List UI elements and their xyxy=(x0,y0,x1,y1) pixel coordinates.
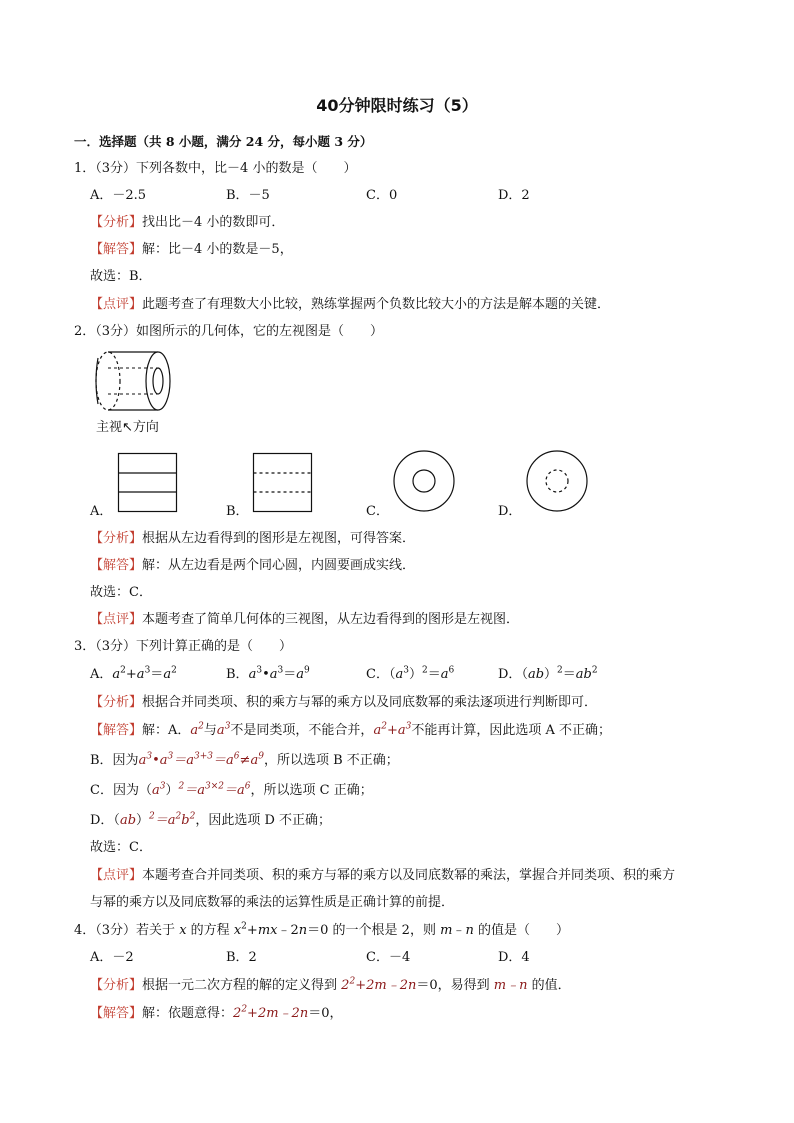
option-letter: D． xyxy=(498,667,522,682)
solution-text: B．因为 xyxy=(90,753,139,768)
q4-option-a: A．－2 xyxy=(90,950,134,965)
q1-option-b: B．－5 xyxy=(226,188,270,203)
comment-text: 本题考查了简单几何体的三视图，从左边看得到的图形是左视图． xyxy=(142,612,520,627)
comment-tag: 【点评】 xyxy=(90,868,143,883)
comment-tag: 【点评】 xyxy=(90,297,143,312)
q2-analysis xyxy=(90,531,415,547)
q2-option-b-figure xyxy=(253,453,313,513)
q2-option-d-letter: D． xyxy=(498,504,522,519)
analysis-tag: 【分析】 xyxy=(90,215,143,230)
option-letter: B． xyxy=(226,667,249,682)
q3-solution-a: 【解答】解：A．$a^2$与$a^3$不是同类项，不能合并，$a^2+a^3$不能再计算，因此选项 A 不正确； xyxy=(90,721,611,738)
solution-text: 不能再计算，因此选项 A 不正确； xyxy=(411,723,611,738)
q1-option-a: A．－2.5 xyxy=(90,188,147,203)
solution-tag: 【解答】 xyxy=(90,723,143,738)
q1-option-c: C．0 xyxy=(366,188,398,203)
comment-text: 此题考查了有理数大小比较，熟练掌握两个负数比较大小的方法是解本题的关键． xyxy=(142,297,611,312)
solution-tag: 【解答】 xyxy=(90,242,143,257)
q4-option-c: C．－4 xyxy=(366,950,411,965)
view-direction-label: 主视↖方向 xyxy=(96,420,159,435)
comment-tag: 【点评】 xyxy=(90,612,143,627)
q4-stem: 4．（3分）若关于 x 的方程 $x^2+mx﹣2n=0$ 的一个根是 2，则 m﹣n 的值是（ ） xyxy=(74,921,569,938)
q2-option-b-letter: B． xyxy=(226,504,249,519)
analysis-tag: 【分析】 xyxy=(90,531,143,546)
solution-text: 不是同类项，不能合并， xyxy=(230,723,374,738)
solution-text: 解：从左边看是两个同心圆，内圆要画成实线． xyxy=(142,558,416,573)
page-title: 40分钟限时练习（5） xyxy=(316,96,478,115)
solution-text: ，因此选项 D 不正确； xyxy=(195,813,332,828)
analysis-tag: 【分析】 xyxy=(90,695,143,710)
analysis-text: 根据一元二次方程的解的定义得到 xyxy=(142,978,338,993)
q2-option-a-letter: A． xyxy=(90,504,113,519)
solution-tag: 【解答】 xyxy=(90,1006,143,1021)
option-letter: C． xyxy=(366,667,389,682)
q2-option-c-letter: C． xyxy=(366,504,389,519)
q3-solution-c: C．因为$(a^3)^2=a^{3\times 2}=a^6$，所以选项 C 正确； xyxy=(90,781,373,798)
analysis-text: 根据从左边看得到的图形是左视图，可得答案． xyxy=(142,531,416,546)
q3-option-b: B．$a^3•a^3=a^9$ xyxy=(226,665,310,682)
solution-tag: 【解答】 xyxy=(90,558,143,573)
q4-analysis: 【分析】根据一元二次方程的解的定义得到 $2^2+2m﹣2n=0$，易得到 m﹣n 的值． xyxy=(90,976,571,993)
q3-option-a: A．$a^2+a^3=a^2$ xyxy=(90,665,177,682)
solution-text: 与 xyxy=(203,723,217,738)
q3-analysis xyxy=(90,695,597,711)
stem-text: ＝0 的一个根是 2，则 xyxy=(307,923,436,938)
q2-option-d-figure xyxy=(526,450,590,514)
stem-text: 的值是（ ） xyxy=(477,923,569,938)
q4-option-b: B．2 xyxy=(226,950,257,965)
q3-solution-d: D．$(ab)^2=a^2b^2$，因此选项 D 不正确； xyxy=(90,811,332,828)
q2-comment xyxy=(90,612,519,628)
solution-text: 解：A． xyxy=(142,723,191,738)
q3-option-d: D．$(ab)^2=ab^2$ xyxy=(498,665,598,682)
option-letter: A． xyxy=(90,667,113,682)
q3-stem: 3．（3分）下列计算正确的是（ ） xyxy=(74,639,293,654)
stem-text: 的方程 xyxy=(190,923,230,938)
analysis-text: ，易得到 xyxy=(437,978,490,993)
q2-answer: 故选：C． xyxy=(90,585,152,600)
q2-solution xyxy=(90,558,415,574)
analysis-text: 找出比－4 小的数即可． xyxy=(142,215,285,230)
solution-text: 解：依题意得： xyxy=(142,1006,234,1021)
q2-option-a-figure xyxy=(118,453,178,513)
solution-text: ，所以选项 C 正确； xyxy=(250,783,373,798)
solution-text: ，所以选项 B 不正确； xyxy=(263,753,399,768)
analysis-text: 根据合并同类项、积的乘方与幂的乘方以及同底数幂的乘法逐项进行判断即可． xyxy=(142,695,598,710)
comment-text: 本题考查合并同类项、积的乘方与幂的乘方以及同底数幂的乘法，掌握合并同类项、积的乘方 xyxy=(142,868,676,883)
stem-text: 4．（3分）若关于 xyxy=(74,923,176,938)
q1-option-d: D．2 xyxy=(498,188,530,203)
q3-solution-b: B．因为$a^3•a^3=a^{3+3}=a^6\ne a^9$，所以选项 B 不正确； xyxy=(90,751,399,768)
analysis-tag: 【分析】 xyxy=(90,978,143,993)
analysis-text: 的值． xyxy=(531,978,571,993)
solution-text: D．（ xyxy=(90,813,120,828)
q2-option-c-figure xyxy=(393,450,457,514)
q1-solution xyxy=(90,242,293,258)
q1-answer: 故选：B． xyxy=(90,269,152,284)
q3-option-c: C．$(a^3)^2=a^6$ xyxy=(366,665,455,682)
solution-text: C．因为（ xyxy=(90,783,152,798)
q1-analysis xyxy=(90,215,284,231)
q4-solution: 【解答】解：依题意得：$2^2+2m﹣2n=0$， xyxy=(90,1004,343,1021)
q2-stem: 2．（3分）如图所示的几何体，它的左视图是（ ） xyxy=(74,324,384,339)
hollow-cylinder-figure xyxy=(90,350,190,414)
solution-text: 解：比－4 小的数是－5， xyxy=(142,242,293,257)
q3-comment-cont: 与幂的乘方以及同底数幂的乘法的运算性质是正确计算的前提． xyxy=(90,895,455,910)
q3-answer: 故选：C． xyxy=(90,840,152,855)
section-heading: 一．选择题（共 8 小题，满分 24 分，每小题 3 分） xyxy=(74,134,373,149)
q1-comment xyxy=(90,297,610,313)
q3-comment xyxy=(90,868,675,884)
q1-stem: 1．（3分）下列各数中，比－4 小的数是（ ） xyxy=(74,161,357,176)
q4-option-d: D．4 xyxy=(498,950,530,965)
